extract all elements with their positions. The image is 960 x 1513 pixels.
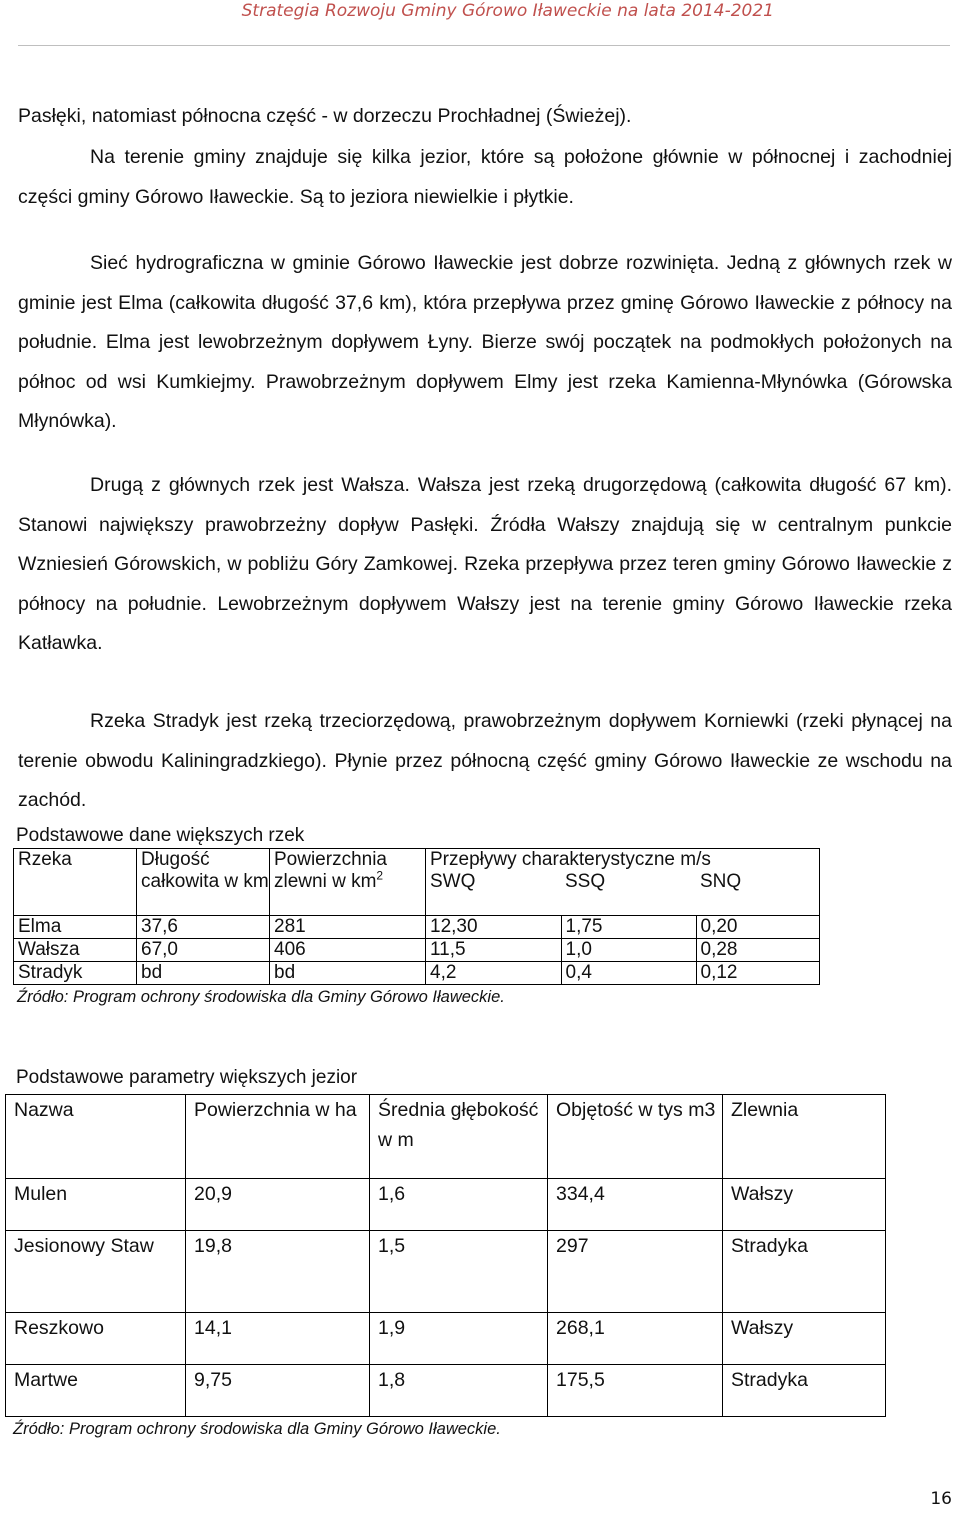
rivers-table	[13, 848, 820, 985]
header-zlewnia: Zlewnia	[723, 1095, 886, 1179]
header-przeplywy: Przepływy charakterystyczne m/s	[426, 849, 820, 872]
table-cell: 11,5	[426, 938, 562, 961]
table-cell: bd	[137, 961, 270, 984]
source-label: Źródło:	[13, 1420, 65, 1438]
page-number: 16	[930, 1489, 952, 1509]
table-cell: 1,5	[370, 1231, 548, 1313]
table-cell: 1,8	[370, 1365, 548, 1417]
document-title: Strategia Rozwoju Gminy Górowo Iławeckie na lata 2014-2021	[241, 1, 774, 21]
header-snq: SNQ	[696, 871, 820, 915]
header-nazwa: Nazwa	[6, 1095, 186, 1179]
table-cell: Stradyka	[723, 1231, 886, 1313]
table-cell: bd	[270, 961, 426, 984]
table-cell: Stradyka	[723, 1365, 886, 1417]
lakes-table	[5, 1094, 886, 1417]
source-label: Źródło:	[17, 988, 69, 1006]
table-cell: 0,20	[696, 915, 820, 938]
table-row	[6, 1231, 886, 1313]
table-cell: 12,30	[426, 915, 562, 938]
table-row	[6, 1313, 886, 1365]
header-dlugosc: Długość całkowita w km	[137, 849, 270, 916]
table-cell: 334,4	[548, 1179, 723, 1231]
header-powierzchnia-ha: Powierzchnia w ha	[186, 1095, 370, 1179]
table-cell: 4,2	[426, 961, 562, 984]
table-cell: Jesionowy Staw	[6, 1231, 186, 1313]
table-row	[6, 1365, 886, 1417]
table-cell: 1,0	[561, 938, 696, 961]
header-swq: SWQ	[426, 871, 562, 915]
header-ssq: SSQ	[561, 871, 696, 915]
rivers-table-caption: Podstawowe dane większych rzek	[16, 825, 305, 846]
table-cell: 297	[548, 1231, 723, 1313]
table-cell: Mulen	[6, 1179, 186, 1231]
table-cell: Wałszy	[723, 1313, 886, 1365]
table-cell: 37,6	[137, 915, 270, 938]
header-powierzchnia	[270, 849, 426, 916]
table-cell: 20,9	[186, 1179, 370, 1231]
table-cell: 175,5	[548, 1365, 723, 1417]
paragraph-1: Pasłęki, natomiast północna część - w dorzeczu Prochładnej (Świeżej).	[18, 105, 632, 127]
header-powierzchnia-label: Powierzchnia zlewni w km	[274, 849, 387, 892]
table-cell: 14,1	[186, 1313, 370, 1365]
table-cell: 268,1	[548, 1313, 723, 1365]
table-row	[14, 938, 820, 961]
paragraph-4: Drugą z głównych rzek jest Wałsza. Wałsza jest rzeką drugorzędową (całkowita długość 67 km). Stanowi największy prawobrzeżny dopływ Pasłęki. Źródła Wałszy znajdują się w centralnym punkcie Wzniesień Górowskich, w pobliżu Góry Zamkowej. Rzeka przepływa przez teren gminy Górowo Iławeckie z północy na południe. Lewobrzeżnym dopływem Wałszy jest na terenie gminy Górowo Iławeckie rzeka Katławka.	[18, 474, 952, 654]
paragraph-3: Sieć hydrograficzna w gminie Górowo Iławeckie jest dobrze rozwinięta. Jedną z głównych rzek w gminie jest Elma (całkowita długość 37,6 km), która przepływa przez gminę Górowo Iławeckie z północy na południe. Elma jest lewobrzeżnym dopływem Łyny. Bierze swój początek na podmokłych położonych na północ od wsi Kumkiejmy. Prawobrzeżnym dopływem Elmy jest rzeka Kamienna-Młynówka (Górowska Młynówka).	[18, 252, 952, 432]
table-cell: 9,75	[186, 1365, 370, 1417]
table-cell: Stradyk	[14, 961, 137, 984]
header-glebokosc: Średnia głębokość w m	[370, 1095, 548, 1179]
table-cell: 1,9	[370, 1313, 548, 1365]
source-text: Program ochrony środowiska dla Gminy Górowo Iławeckie.	[64, 1420, 501, 1438]
table-cell: 1,75	[561, 915, 696, 938]
lakes-table-caption: Podstawowe parametry większych jezior	[16, 1067, 358, 1088]
table-cell: Wałsza	[14, 938, 137, 961]
header-rzeka: Rzeka	[14, 849, 137, 916]
table-cell: 0,4	[561, 961, 696, 984]
table-cell: 1,6	[370, 1179, 548, 1231]
table-cell: 0,28	[696, 938, 820, 961]
table-cell: Wałszy	[723, 1179, 886, 1231]
paragraph-2: Na terenie gminy znajduje się kilka jezior, które są położone głównie w północnej i zachodniej części gminy Górowo Iławeckie. Są to jeziora niewielkie i płytkie.	[18, 146, 952, 208]
table-cell: Reszkowo	[6, 1313, 186, 1365]
table-cell: Elma	[14, 915, 137, 938]
rivers-table-source	[17, 987, 505, 1007]
table-cell: 406	[270, 938, 426, 961]
table-header-row	[6, 1095, 886, 1179]
table-cell: 67,0	[137, 938, 270, 961]
header-objetosc: Objętość w tys m3	[548, 1095, 723, 1179]
table-row	[14, 961, 820, 984]
table-cell: 19,8	[186, 1231, 370, 1313]
source-text: Program ochrony środowiska dla Gminy Górowo Iławeckie.	[68, 988, 505, 1006]
lakes-table-source	[13, 1419, 501, 1439]
table-header-row	[14, 849, 820, 872]
table-cell: 0,12	[696, 961, 820, 984]
table-cell: Martwe	[6, 1365, 186, 1417]
header-divider	[18, 45, 950, 46]
table-row	[6, 1179, 886, 1231]
page-header	[0, 0, 960, 46]
header-powierzchnia-sup: 2	[376, 868, 384, 883]
paragraph-5: Rzeka Stradyk jest rzeką trzeciorzędową, prawobrzeżnym dopływem Korniewki (rzeki płynącej na terenie obwodu Kaliningradzkiego). Płynie przez północną część gminy Górowo Iławeckie ze wschodu na zachód.	[18, 710, 952, 811]
table-cell: 281	[270, 915, 426, 938]
table-row	[14, 915, 820, 938]
